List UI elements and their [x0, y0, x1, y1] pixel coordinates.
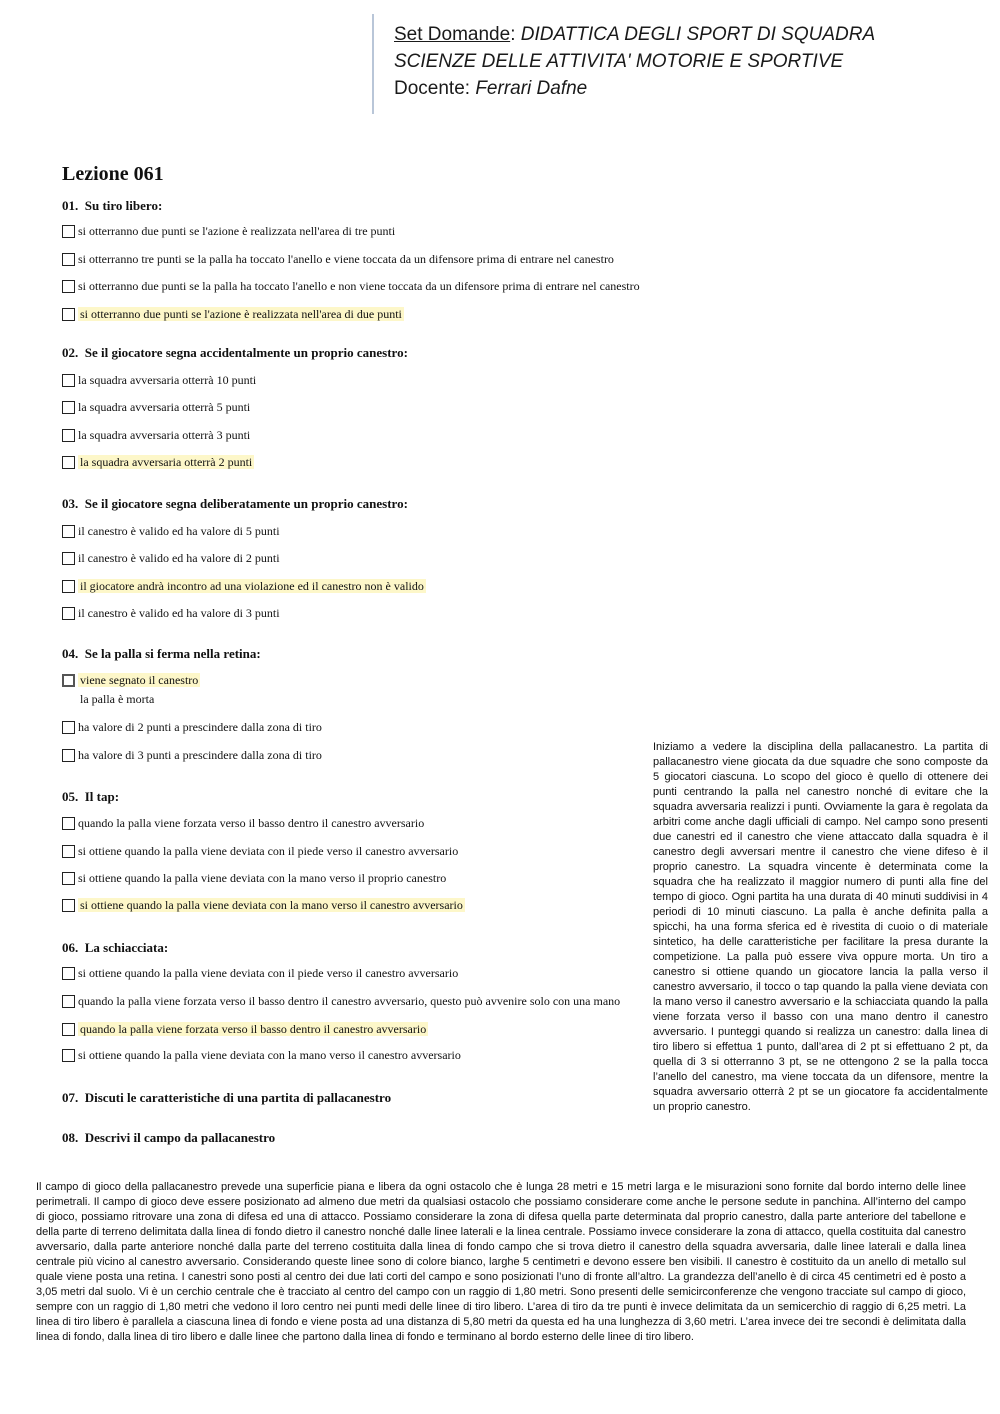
checkbox[interactable] [62, 995, 75, 1008]
teacher-name: Ferrari Dafne [475, 78, 588, 99]
option-text: si ottiene quando la palla viene deviata con la mano verso il canestro avversario [78, 1048, 461, 1062]
checkbox[interactable] [62, 401, 75, 414]
checkbox[interactable] [62, 674, 75, 687]
answer-option-correct[interactable] [62, 1021, 428, 1037]
answer-option[interactable] [62, 843, 458, 859]
answer-option[interactable] [62, 251, 614, 267]
answer-option[interactable] [62, 523, 280, 539]
checkbox[interactable] [62, 817, 75, 830]
answer-option[interactable] [62, 223, 395, 239]
option-extra-text: la palla è morta [80, 692, 155, 706]
option-text: si otterranno due punti se l'azione è realizzata nell'area di tre punti [78, 224, 396, 238]
checkbox[interactable] [62, 607, 75, 620]
option-text: il canestro è valido ed ha valore di 3 punti [78, 606, 280, 620]
option-text: si ottiene quando la palla viene deviata con il piede verso il canestro avversario [78, 966, 459, 980]
checkbox[interactable] [62, 580, 75, 593]
checkbox[interactable] [62, 552, 75, 565]
checkbox[interactable] [62, 1049, 75, 1062]
answer-option-correct[interactable] [62, 306, 404, 322]
option-text-highlighted: la squadra avversaria otterrà 2 punti [80, 455, 253, 469]
teacher-label: Docente: [394, 78, 471, 99]
option-text: la squadra avversaria otterrà 10 punti [78, 373, 257, 387]
option-text: si ottiene quando la palla viene deviata con la mano verso il proprio canestro [78, 871, 447, 885]
lesson-title: Lezione 061 [62, 163, 164, 185]
checkbox[interactable] [62, 899, 75, 912]
checkbox[interactable] [62, 308, 75, 321]
checkbox[interactable] [62, 253, 75, 266]
answer-option[interactable] [62, 747, 322, 763]
question-04: 04. Se la palla si ferma nella retina: [62, 646, 261, 661]
option-text: il canestro è valido ed ha valore di 2 punti [78, 551, 280, 565]
checkbox[interactable] [62, 225, 75, 238]
answer-option[interactable] [62, 550, 280, 566]
question-08: 08. Descrivi il campo da pallacanestro [62, 1130, 276, 1145]
answer-option[interactable] [62, 815, 424, 831]
option-text: si otterranno due punti se la palla ha toccato l'anello e non viene toccata da un difensore prima di entrare nel canestro [78, 279, 640, 293]
degree-line [394, 48, 972, 75]
document-header [372, 14, 972, 114]
answer-07-text: Iniziamo a vedere la disciplina della pallacanestro. La partita di pallacanestro viene giocata da due squadre che sono composte da 5 giocatori ciascuna. Lo scopo del gioco è quello di ottenere dei punti centrando la palla nel canestro nonché di evitare che la squadra avversaria realizzi i punti. Ovviamente la gara è regolata da arbitri come anche dagli ufficiali di campo. Nel campo sono presenti due canestri ed il canestro che viene attaccato dalla squadra è il canestro degli avversari mentre il canestro che viene difeso è il proprio canestro. La squadra vincente è determinata come la squadra che ha realizzato il maggior numero di punti alla fine del tempo di gioco. Ogni partita ha una durata di 40 minuti suddivisi in 4 periodi di 10 minuti ciascuno. La palla è anche definita palla a spicchi, ha una forma sferica ed è rivestita di cuoio o di materiale sintetico, ha delle caratteristiche per facilitare la presa durante la competizione. La palla può essere viva oppure morta. Un tiro a canestro si ottiene quando un giocatore lancia la palla verso il canestro avversario, il tocco o tap quando la palla viene deviata con la mano verso il canestro avversario e la schiacciata quando la palla viene forzata verso il basso con una mano dentro il canestro avversario. I punteggi quando si realizza un canestro: dalla linea di tiro libero si effettua 1 punto, dall’area di 2 pt si effettuano 2 pt, da quella di 3 si otterranno 3 pt, se ne ottengono 2 se la palla tocca l’anello del canestro, ma viene toccata da un difensore, mentre la squadra avversario otterrà 2 pt se un giocatore fa accidentalmente un proprio canestro. [653, 741, 988, 1113]
option-text-highlighted: si otterranno due punti se l'azione è realizzata nell'area di due punti [80, 307, 402, 321]
answer-option-correct[interactable] [62, 897, 465, 913]
answer-option-correct[interactable] [62, 578, 426, 594]
answer-08-text: Il campo di gioco della pallacanestro prevede una superficie piana e libera da ogni ostacolo che è lunga 28 metri e 15 metri larga e le misurazioni sono fornite dal bordo interno delle linee perimetrali. Il campo di gioco deve essere posizionato ad almeno due metri da qualsiasi ostacolo che possiamo considerare come anche le persone sedute in panchina. All’interno del campo di gioco, possiamo ritrovare una zona di difesa ed una di attacco. Possiamo considerare la zona di difesa quella parte determinata dal proprio canestro, dalla parte anteriore del tabellone e della parte di terreno delimitata dalla linea di fondo dietro il canestro nonché dalle linee laterali e la linea centrale. Possiamo invece considerare la zona di attacco, quella costituita dal canestro avversario, dalla parte anteriore nonché dalla parte del terreno costituita dalla linea di fondo campo che si trova dietro il canestro della squadra avversaria, dalle linee laterali e dalla linea centrale più vicino al canestro avversario. Considerando queste linee sono di colore bianco, larghe 5 centimetri e devono essere ben visibili. Il canestro è costituito da un anello di metallo sul quale viene posta una retina. I canestri sono posti al centro dei due lati corti del campo e sono posizionati l’uno di fronte all’altro. La grandezza dell’anello è di circa 45 centimetri ed è posto a 3,05 metri dal suolo. Vi è un cerchio centrale che è tracciato al centro del campo con un raggio di 1,80 metri. Sono presenti delle semicirconferenze che vengono tracciate sul campo di gioco, sempre con un raggio di 1,80 metri che vedono il loro centro nei punti medi delle linee di tiro libero. L’area di tiro da tre punti è invece delimitata da un semicerchio di raggio di 6,25 metri. La linea di tiro libero è parallela a ciascuna linea di fondo e viene posta ad una distanza di 5,80 metri da questa ed ha una lunghezza di 3,60 metri. L’area invece dei tre secondi è delimitata dalla linea di fondo, dalla linea di tiro libero e dalle linee che partono dalla linea di fondo e terminano al bordo esterno delle linee di tiro libero. [36, 1181, 966, 1343]
option-text-highlighted: quando la palla viene forzata verso il basso dentro il canestro avversario [80, 1022, 427, 1036]
question-01: 01. Su tiro libero: [62, 198, 163, 213]
checkbox[interactable] [62, 280, 75, 293]
checkbox[interactable] [62, 429, 75, 442]
checkbox[interactable] [62, 721, 75, 734]
checkbox[interactable] [62, 374, 75, 387]
option-text-highlighted: il giocatore andrà incontro ad una violazione ed il canestro non è valido [80, 579, 424, 593]
set-label: Set Domande [394, 24, 511, 45]
set-colon: : [510, 24, 516, 45]
option-text-highlighted: si ottiene quando la palla viene deviata con la mano verso il canestro avversario [80, 898, 463, 912]
option-text: ha valore di 3 punti a prescindere dalla zona di tiro [78, 748, 322, 762]
answer-option[interactable] [62, 605, 280, 621]
answer-option[interactable] [62, 278, 640, 294]
option-text: quando la palla viene forzata verso il basso dentro il canestro avversario, questo può avvenire solo con una mano [78, 994, 621, 1008]
answer-option[interactable] [62, 870, 446, 886]
set-line [394, 21, 972, 48]
answer-option[interactable] [62, 719, 322, 735]
option-text: la squadra avversaria otterrà 3 punti [78, 428, 251, 442]
degree-name: SCIENZE DELLE ATTIVITA' MOTORIE E SPORTIVE [394, 51, 844, 72]
teacher-line [394, 75, 972, 102]
option-text-highlighted: viene segnato il canestro [80, 673, 199, 687]
checkbox[interactable] [62, 749, 75, 762]
answer-option-correct[interactable] [62, 454, 254, 470]
answer-option[interactable] [62, 965, 458, 981]
option-text: si otterranno tre punti se la palla ha toccato l'anello e viene toccata da un difensore prima di entrare nel canestro [78, 252, 614, 266]
question-03: 03. Se il giocatore segna deliberatamente un proprio canestro: [62, 496, 408, 511]
option-text: quando la palla viene forzata verso il basso dentro il canestro avversario [78, 816, 425, 830]
checkbox[interactable] [62, 845, 75, 858]
option-text: si ottiene quando la palla viene deviata con il piede verso il canestro avversario [78, 844, 459, 858]
checkbox[interactable] [62, 456, 75, 469]
checkbox[interactable] [62, 967, 75, 980]
course-name: DIDATTICA DEGLI SPORT DI SQUADRA [520, 24, 876, 45]
question-06: 06. La schiacciata: [62, 940, 169, 955]
option-text: la squadra avversaria otterrà 5 punti [78, 400, 251, 414]
answer-option[interactable] [62, 993, 620, 1009]
option-text: il canestro è valido ed ha valore di 5 punti [78, 524, 280, 538]
checkbox[interactable] [62, 1023, 75, 1036]
question-02: 02. Se il giocatore segna accidentalmente un proprio canestro: [62, 345, 408, 360]
option-text: ha valore di 2 punti a prescindere dalla zona di tiro [78, 720, 322, 734]
question-05: 05. Il tap: [62, 789, 120, 804]
answer-option[interactable] [62, 427, 250, 443]
answer-option[interactable] [62, 372, 256, 388]
checkbox[interactable] [62, 872, 75, 885]
answer-option[interactable] [62, 1047, 461, 1063]
answer-option-correct[interactable] [62, 672, 200, 688]
checkbox[interactable] [62, 525, 75, 538]
answer-option[interactable] [62, 399, 250, 415]
question-07: 07. Discuti le caratteristiche di una partita di pallacanestro [62, 1090, 392, 1105]
